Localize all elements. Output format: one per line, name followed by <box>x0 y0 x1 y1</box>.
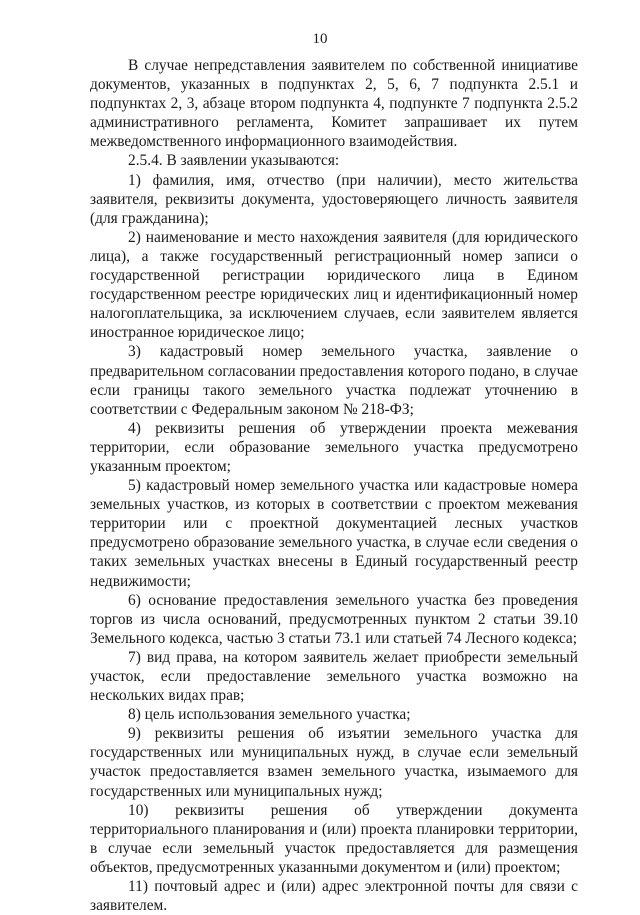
list-item-4: 4) реквизиты решения об утверждении проекта межевания территории, если образование земельного участка предусмотрено указанным проектом; <box>90 419 578 475</box>
page-number: 10 <box>312 31 328 47</box>
list-item-9: 9) реквизиты решения об изъятии земельного участка для государственных или муниципальных нужд, в случае если земельный участок предоставляется взамен земельного участка, изымаемого для государственных или муниципальных нужд; <box>90 725 578 800</box>
list-item-10: 10) реквизиты решения об утверждении документа территориального планирования и (или) проекта планировки территории, в случае если земельный участок предоставляется для размещения объектов, предусмотренных указанными документом и (или) проектом; <box>90 801 578 876</box>
list-item-5: 5) кадастровый номер земельного участка или кадастровые номера земельных участков, из которых в соответствии с проектом межевания территории или с проектной документацией лесных участков предусмотрено образование земельного участка, в случае если сведения о таких земельных участках внесены в Единый государственный реестр недвижимости; <box>90 477 578 590</box>
list-item-7: 7) вид права, на котором заявитель желает приобрести земельный участок, если предоставление земельного участка возможно на нескольких видах прав; <box>90 648 578 705</box>
list-item-6: 6) основание предоставления земельного участка без проведения торгов из числа оснований, предусмотренных пунктом 2 статьи 39.10 Земельного кодекса, частью 3 статьи 73.1 или статьей 74 Лесного кодекса; <box>90 591 578 647</box>
list-item-1: 1) фамилия, имя, отчество (при наличии), место жительства заявителя, реквизиты документа, удостоверяющего личность заявителя (для гражданина); <box>90 171 578 227</box>
paragraph-section-2-5-4: 2.5.4. В заявлении указываются: <box>128 152 340 170</box>
list-item-2: 2) наименование и место нахождения заявителя (для юридического лица), а также государственный регистрационный номер записи о государственной регистрации юридического лица в Едином государственном реестре юридических лиц и идентификационный номер налогоплательщика, за исключением случаев, если заявителем является иностранное юридическое лицо; <box>90 228 578 342</box>
paragraph-intro: В случае непредставления заявителем по собственной инициативе документов, указанных в подпунктах 2, 5, 6, 7 подпункта 2.5.1 и подпунктах 2, 3, абзаце втором подпункта 4, подпункте 7 подпункта 2.5.2 административного регламента, Комитет запрашивает их путем межведомственного информационного взаимодействия. <box>90 57 578 151</box>
list-item-8: 8) цель использования земельного участка; <box>128 706 411 724</box>
document-body <box>90 56 578 915</box>
list-item-3: 3) кадастровый номер земельного участка, заявление о предварительном согласовании предоставления которого подано, в случае если границы такого земельного участка подлежат уточнению в соответствии с Федеральным законом № 218-ФЗ; <box>90 343 578 418</box>
list-item-11: 11) почтовый адрес и (или) адрес электронной почты для связи с заявителем. <box>90 878 578 915</box>
